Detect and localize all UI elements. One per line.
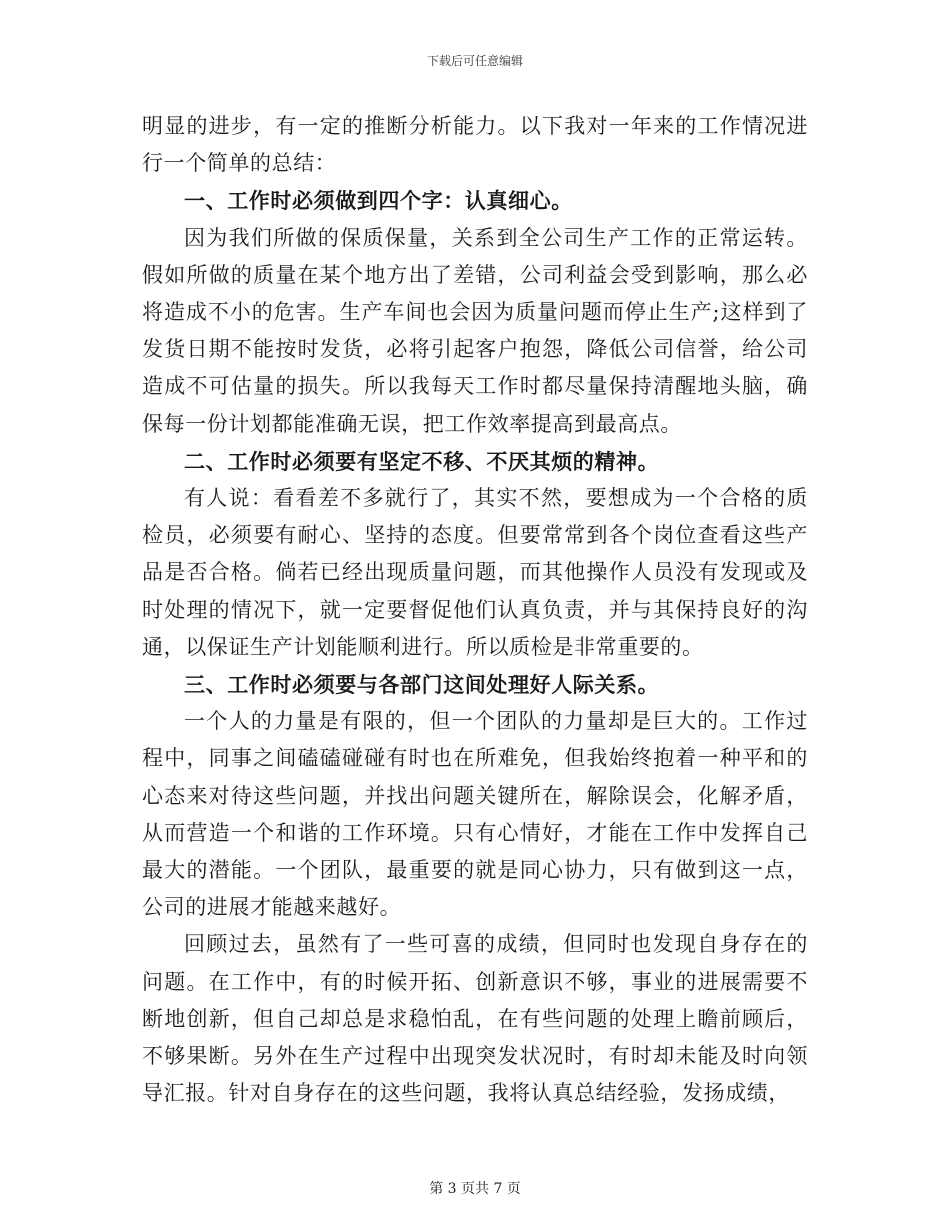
body-paragraph: 有人说：看看差不多就行了，其实不然，要想成为一个合格的质检员，必须要有耐心、坚持的态度。但要常常到各个岗位查看这些产品是否合格。倘若已经出现质量问题，而其他操作人员没有发现或及时处理的情况下，就一定要督促他们认真负责，并与其保持良好的沟通，以保证生产计划能顺利进行。所以质检是非常重要的。 <box>142 486 808 659</box>
body-paragraph: 因为我们所做的保质保量，关系到全公司生产工作的正常运转。假如所做的质量在某个地方出了差错，公司利益会受到影响，那么必将造成不小的危害。生产车间也会因为质量问题而停止生产;这样到了发货日期不能按时发货，必将引起客户抱怨，降低公司信誉，给公司造成不可估量的损失。所以我每天工作时都尽量保持清醒地头脑，确保每一份计划都能准确无误，把工作效率提高到最高点。 <box>142 225 808 436</box>
page-footer: 第 3 页共 7 页 <box>429 1181 521 1197</box>
body-paragraph: 一个人的力量是有限的，但一个团队的力量却是巨大的。工作过程中，同事之间磕磕碰碰有时也在所难免，但我始终抱着一种平和的心态来对待这些问题，并找出问题关键所在，解除误会，化解矛盾，从而营造一个和谐的工作环境。只有心情好，才能在工作中发挥自己最大的潜能。一个团队，最重要的就是同心协力，只有做到这一点，公司的进展才能越来越好。 <box>142 709 808 920</box>
document-body <box>142 108 808 1112</box>
page-header: 下载后可任意编辑 <box>426 54 523 68</box>
section-heading: 一、工作时必须做到四个字：认真细心。 <box>184 188 573 214</box>
section-heading: 三、工作时必须要与各部门这间处理好人际关系。 <box>184 672 660 698</box>
section-heading: 二、工作时必须要有坚定不移、不厌其烦的精神。 <box>184 448 660 474</box>
body-paragraph: 回顾过去，虽然有了一些可喜的成绩，但同时也发现自身存在的问题。在工作中，有的时候开拓、创新意识不够，事业的进展需要不断地创新，但自己却总是求稳怕乱，在有些问题的处理上瞻前顾后，不够果断。另外在生产过程中出现突发状况时，有时却未能及时向领导汇报。针对自身存在的这些问题，我将认真总结经验，发扬成绩， <box>142 932 808 1106</box>
body-paragraph: 明显的进步，有一定的推断分析能力。以下我对一年来的工作情况进行一个简单的总结： <box>142 114 808 176</box>
